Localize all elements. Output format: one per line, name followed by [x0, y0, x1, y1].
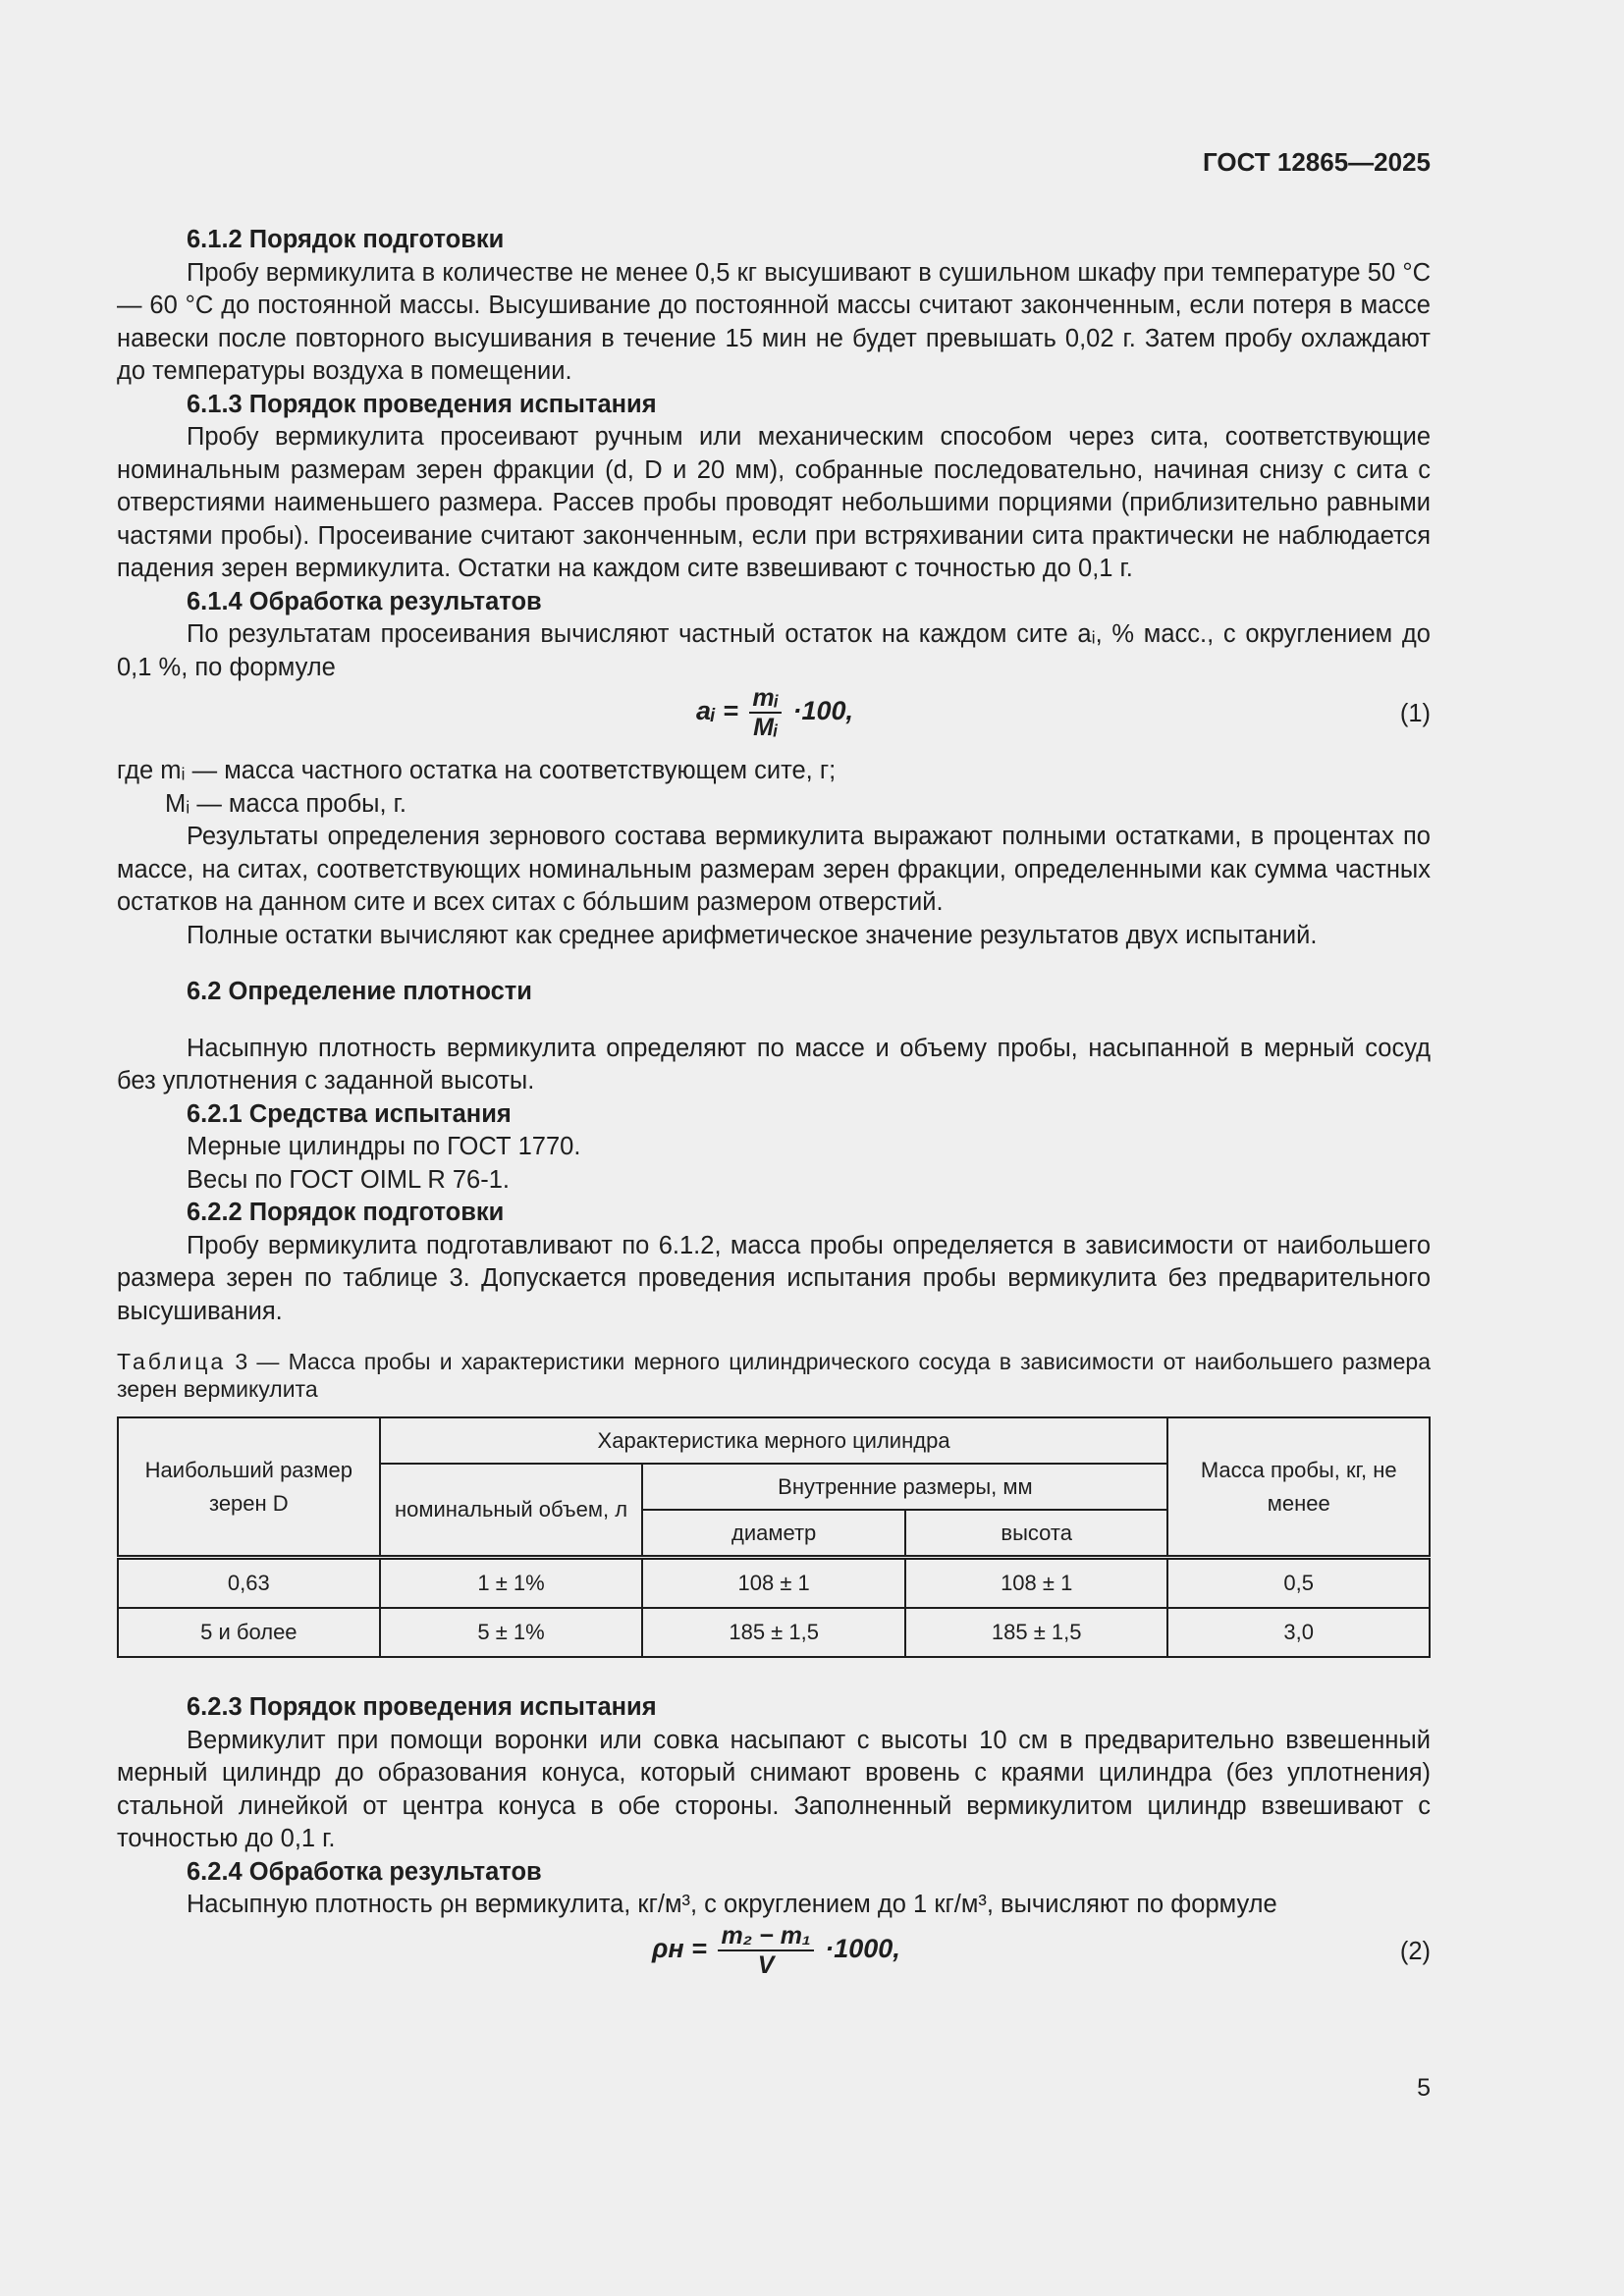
heading-6-2-3: 6.2.3 Порядок проведения испытания	[187, 1693, 657, 1721]
table-cell: 0,63	[118, 1558, 380, 1609]
formula-number: (1)	[1399, 700, 1431, 727]
header-diameter: диаметр	[642, 1510, 905, 1558]
formula-denominator: Mᵢ	[753, 714, 779, 741]
formula-numerator: m₂ − m₁	[718, 1922, 813, 1951]
heading-6-2: 6.2 Определение плотности	[187, 978, 532, 1005]
table-cell: 5 и более	[118, 1608, 380, 1657]
paragraph: Результаты определения зернового состава вермикулита выражают полными остатками, в процентах по массе, на ситах, соответствующих номинальным размерам зерен фракции, определенными как сумма частных остатков на данном сите и всех ситах с бóльшим размером отверстий.	[117, 823, 1431, 916]
formula-numerator: mᵢ	[749, 684, 782, 714]
table-row	[118, 1608, 1430, 1657]
table-cell: 5 ± 1%	[380, 1608, 643, 1657]
page-content	[117, 224, 1431, 1993]
header-cylinder: Характеристика мерного цилиндра	[380, 1417, 1168, 1464]
heading-6-2-2: 6.2.2 Порядок подготовки	[187, 1199, 505, 1226]
paragraph: Насыпную плотность вермикулита определяют по массе и объему пробы, насыпанной в мерный сосуд без уплотнения с заданной высоты.	[117, 1034, 1431, 1095]
paragraph: По результатам просеивания вычисляют частный остаток на каждом сите aᵢ, % масс., с округлением до 0,1 %, по формуле	[117, 620, 1431, 681]
table-cell: 1 ± 1%	[380, 1558, 643, 1609]
heading-6-1-2: 6.1.2 Порядок подготовки	[187, 226, 505, 253]
paragraph: Пробу вермикулита подготавливают по 6.1.2, масса пробы определяется в зависимости от наибольшего размера зерен по таблице 3. Допускается проведения испытания пробы вермикулита без предварительного высушивания.	[117, 1231, 1431, 1325]
where-line: Mᵢ — масса пробы, г.	[165, 789, 406, 818]
formula-lhs: aᵢ =	[696, 696, 738, 726]
header-max-size: Наибольший размер зерен D	[118, 1417, 380, 1558]
formula-expression	[652, 1922, 900, 1979]
heading-6-2-4: 6.2.4 Обработка результатов	[187, 1857, 542, 1886]
paragraph: Пробу вермикулита в количестве не менее 0,5 кг высушивают в сушильном шкафу при температуре 50 °C — 60 °C до постоянной массы. Высушивание до постоянной массы считают законченным, если потеря в массе навески после повторного высушивания в течение 15 мин не будет превышать 0,02 г. Затем пробу охлаждают до температуры воздуха в помещении.	[117, 258, 1431, 385]
list-item: Весы по ГОСТ OIML R 76-1.	[187, 1165, 510, 1194]
document-header: ГОСТ 12865—2025	[1203, 147, 1431, 177]
formula-1	[117, 684, 1431, 755]
heading-6-2-1: 6.2.1 Средства испытания	[187, 1099, 512, 1128]
table-cell: 108 ± 1	[642, 1558, 905, 1609]
formula-rhs: ·100,	[792, 696, 853, 726]
header-mass: Масса пробы, кг, не менее	[1167, 1417, 1430, 1558]
table-caption-label: Таблица	[117, 1349, 227, 1374]
formula-fraction	[718, 1922, 813, 1979]
table-cell: 185 ± 1,5	[905, 1608, 1168, 1657]
table-caption	[117, 1348, 1431, 1403]
list-item: Мерные цилиндры по ГОСТ 1770.	[187, 1133, 581, 1160]
formula-fraction	[749, 684, 782, 741]
formula-lhs: ρн =	[652, 1933, 707, 1963]
paragraph: Пробу вермикулита просеивают ручным или механическим способом через сита, соответствующие номинальным размерам зерен фракции (d, D и 20 мм), собранные последовательно, начиная снизу с сита с отверстиями наименьшего размера. Рассев пробы проводят небольшими порциями (приблизительно равными частями пробы). Просеивание считают законченным, если при встряхивании сита практически не наблюдается падения зерен вермикулита. Остатки на каждом сите взвешивают с точностью до 0,1 г.	[117, 423, 1431, 582]
heading-6-1-4: 6.1.4 Обработка результатов	[187, 587, 542, 615]
paragraph: Вермикулит при помощи воронки или совка насыпают с высоты 10 см в предварительно взвешенный мерный цилиндр до образования конуса, который снимают вровень с краями цилиндра (без уплотнения) стальной линейкой от центра конуса в обе стороны. Заполненный вермикулитом цилиндр взвешивают с точностью до 0,1 г.	[117, 1726, 1431, 1852]
formula-rhs: ·1000,	[825, 1933, 900, 1963]
formula-2	[117, 1922, 1431, 1993]
paragraph: Полные остатки вычисляют как среднее арифметическое значение результатов двух испытаний.	[187, 921, 1318, 949]
formula-number: (2)	[1399, 1937, 1431, 1965]
header-height: высота	[905, 1510, 1168, 1558]
header-inner-dims: Внутренние размеры, мм	[642, 1464, 1167, 1510]
header-volume: номинальный объем, л	[380, 1464, 643, 1558]
formula-denominator: V	[757, 1950, 775, 1979]
where-line: где mᵢ — масса частного остатка на соответствующем сите, г;	[117, 757, 837, 784]
heading-6-1-3: 6.1.3 Порядок проведения испытания	[187, 390, 657, 418]
table-caption-text: 3 — Масса пробы и характеристики мерного цилиндрического сосуда в зависимости от наибольшего размера зерен вермикулита	[117, 1349, 1431, 1402]
paragraph: Насыпную плотность ρн вермикулита, кг/м³, с округлением до 1 кг/м³, вычисляют по формуле	[187, 1891, 1277, 1918]
table-3	[117, 1416, 1431, 1658]
table-cell: 3,0	[1167, 1608, 1430, 1657]
formula-expression	[696, 684, 853, 741]
page-number: 5	[1417, 2074, 1431, 2102]
table-cell: 0,5	[1167, 1558, 1430, 1609]
table-row	[118, 1558, 1430, 1609]
table-cell: 185 ± 1,5	[642, 1608, 905, 1657]
table-cell: 108 ± 1	[905, 1558, 1168, 1609]
